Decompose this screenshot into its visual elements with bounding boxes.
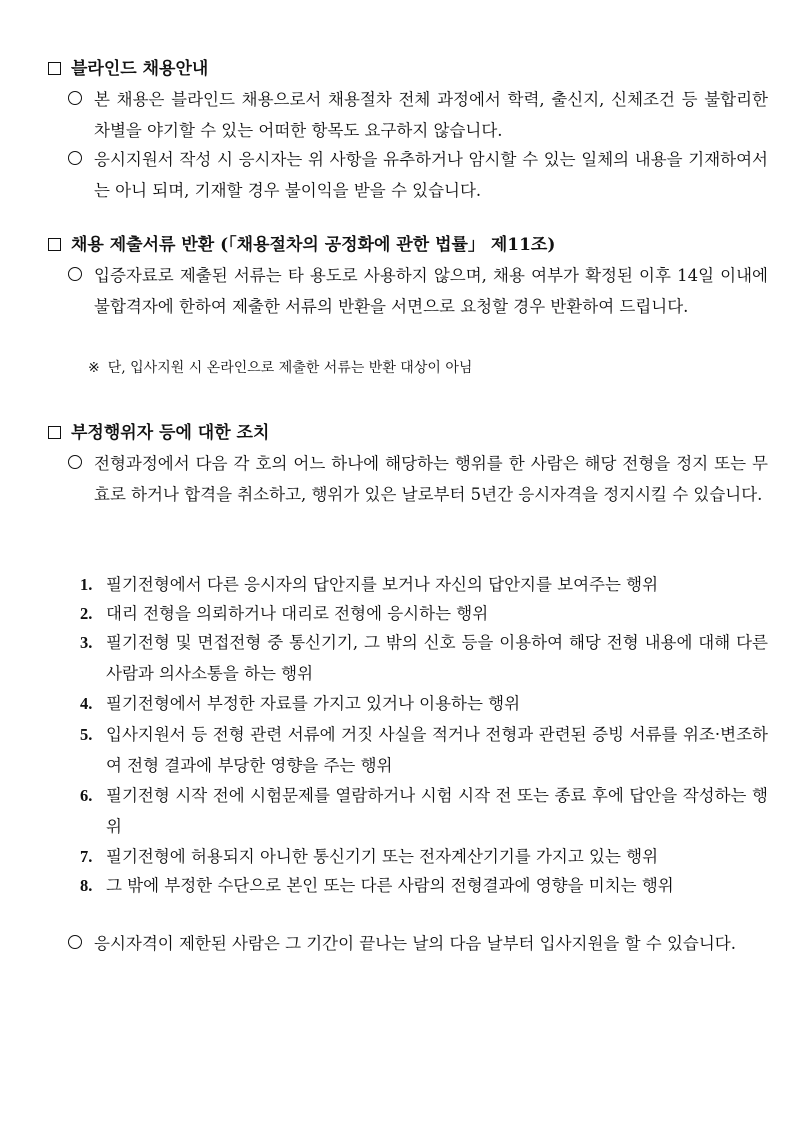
- item-number: 2.: [80, 604, 93, 623]
- list-item: [80, 719, 768, 781]
- section-title-text: 블라인드 채용안내: [71, 59, 209, 79]
- list-item: [80, 598, 768, 629]
- item-number: 7.: [80, 847, 93, 866]
- circle-bullet-icon: [68, 91, 82, 105]
- paragraph: [68, 144, 768, 206]
- item-text: 필기전형 시작 전에 시험문제를 열람하거나 시험 시작 전 또는 종료 후에 답안을 작성하는 행위: [106, 786, 768, 836]
- list-item: [80, 569, 768, 600]
- list-item: [80, 841, 768, 872]
- item-text: 필기전형에서 부정한 자료를 가지고 있거나 이용하는 행위: [106, 694, 521, 713]
- checkbox-square-icon: [48, 238, 61, 251]
- paragraph-text: 응시자격이 제한된 사람은 그 기간이 끝나는 날의 다음 날부터 입사지원을 할 수 있습니다.: [94, 934, 736, 953]
- item-text: 필기전형에서 다른 응시자의 답안지를 보거나 자신의 답안지를 보여주는 행위: [106, 575, 659, 594]
- note-mark: ※: [88, 360, 100, 376]
- section-title-text: 부정행위자 등에 대한 조치: [71, 423, 270, 443]
- paragraph: [68, 84, 768, 146]
- item-number: 4.: [80, 694, 93, 713]
- checkbox-square-icon: [48, 426, 61, 439]
- item-number: 6.: [80, 786, 93, 805]
- circle-bullet-icon: [68, 935, 82, 949]
- item-number: 5.: [80, 725, 93, 744]
- item-number: 8.: [80, 876, 93, 895]
- circle-bullet-icon: [68, 151, 82, 165]
- section-title-misconduct: [48, 421, 269, 445]
- item-text: 필기전형 및 면접전형 중 통신기기, 그 밖의 신호 등을 이용하여 해당 전형 내용에 대해 다른 사람과 의사소통을 하는 행위: [106, 633, 768, 683]
- paragraph-text: 본 채용은 블라인드 채용으로서 채용절차 전체 과정에서 학력, 출신지, 신체조건 등 불합리한 차별을 야기할 수 있는 어떠한 항목도 요구하지 않습니다.: [94, 90, 768, 140]
- circle-bullet-icon: [68, 455, 82, 469]
- note: [88, 358, 472, 378]
- note-text: 단, 입사지원 시 온라인으로 제출한 서류는 반환 대상이 아님: [107, 360, 473, 376]
- checkbox-square-icon: [48, 62, 61, 75]
- paragraph: [68, 260, 768, 322]
- item-text: 대리 전형을 의뢰하거나 대리로 전형에 응시하는 행위: [106, 604, 489, 623]
- item-text: 입사지원서 등 전형 관련 서류에 거짓 사실을 적거나 전형과 관련된 증빙 서류를 위조·변조하여 전형 결과에 부당한 영향을 주는 행위: [106, 725, 768, 775]
- list-item: [80, 627, 768, 689]
- paragraph: [68, 448, 768, 510]
- paragraph-text: 응시지원서 작성 시 응시자는 위 사항을 유추하거나 암시할 수 있는 일체의 내용을 기재하여서는 아니 되며, 기재할 경우 불이익을 받을 수 있습니다.: [94, 150, 768, 200]
- item-text: 필기전형에 허용되지 아니한 통신기기 또는 전자계산기기를 가지고 있는 행위: [106, 847, 659, 866]
- item-number: 1.: [80, 575, 93, 594]
- paragraph-text: 전형과정에서 다음 각 호의 어느 하나에 해당하는 행위를 한 사람은 해당 전형을 정지 또는 무효로 하거나 합격을 취소하고, 행위가 있은 날로부터 5년간 응시자격을 정지시킬 수 있습니다.: [94, 454, 768, 504]
- section-title-document-return: [48, 233, 555, 257]
- section-title-blind-hiring: [48, 57, 208, 81]
- paragraph: [68, 928, 768, 959]
- list-item: [80, 870, 768, 901]
- item-text: 그 밖에 부정한 수단으로 본인 또는 다른 사람의 전형결과에 영향을 미치는 행위: [106, 876, 674, 895]
- circle-bullet-icon: [68, 267, 82, 281]
- list-item: [80, 688, 768, 719]
- section-title-text: 채용 제출서류 반환 (「채용절차의 공정화에 관한 법률」 제11조): [71, 235, 556, 255]
- item-number: 3.: [80, 633, 93, 652]
- list-item: [80, 780, 768, 842]
- paragraph-text: 입증자료로 제출된 서류는 타 용도로 사용하지 않으며, 채용 여부가 확정된 이후 14일 이내에 불합격자에 한하여 제출한 서류의 반환을 서면으로 요청할 경우 반환하여 드립니다.: [94, 266, 768, 316]
